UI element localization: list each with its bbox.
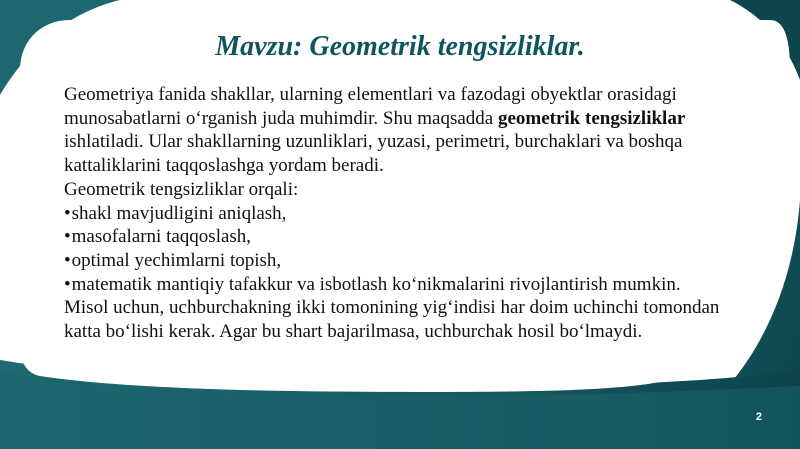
bullet-item: • shakl mavjudligini aniqlash, [64, 202, 744, 226]
slide-title: Mavzu: Geometrik tengsizliklar. [215, 31, 585, 62]
body-text [64, 83, 744, 344]
bullet-item: • masofalarni taqqoslash, [64, 225, 744, 249]
example-paragraph: Misol uchun, uchburchakning ikki tomonining yig‘indisi har doim uchinchi tomondan katta bo‘lishi kerak. Agar bu shart bajarilmasa, uchburchak hosil bo‘lmaydi. [64, 297, 720, 343]
bullet-item: • optimal yechimlarni topish, [64, 249, 744, 273]
bullet-list [64, 202, 744, 297]
intro-paragraph: Geometriya fanida shakllar, ularning elementlari va fazodagi obyektlar orasidagi munosabatlarni o‘rganish juda muhimdir. Shu maqsadda geometrik tengsizliklar ishlatiladi. Ular shakllarning uzunliklari, yuzasi, perimetri, burchaklari va boshqa kattaliklarini taqqoslashga yordam beradi. [64, 84, 686, 177]
bold-term: geometrik tengsizliklar [497, 107, 686, 129]
page-number: 2 [755, 411, 762, 423]
list-intro: Geometrik tengsizliklar orqali: [64, 178, 299, 200]
bullet-item: • matematik mantiqiy tafakkur va isbotlash ko‘nikmalarini rivojlantirish mumkin. [64, 273, 744, 297]
